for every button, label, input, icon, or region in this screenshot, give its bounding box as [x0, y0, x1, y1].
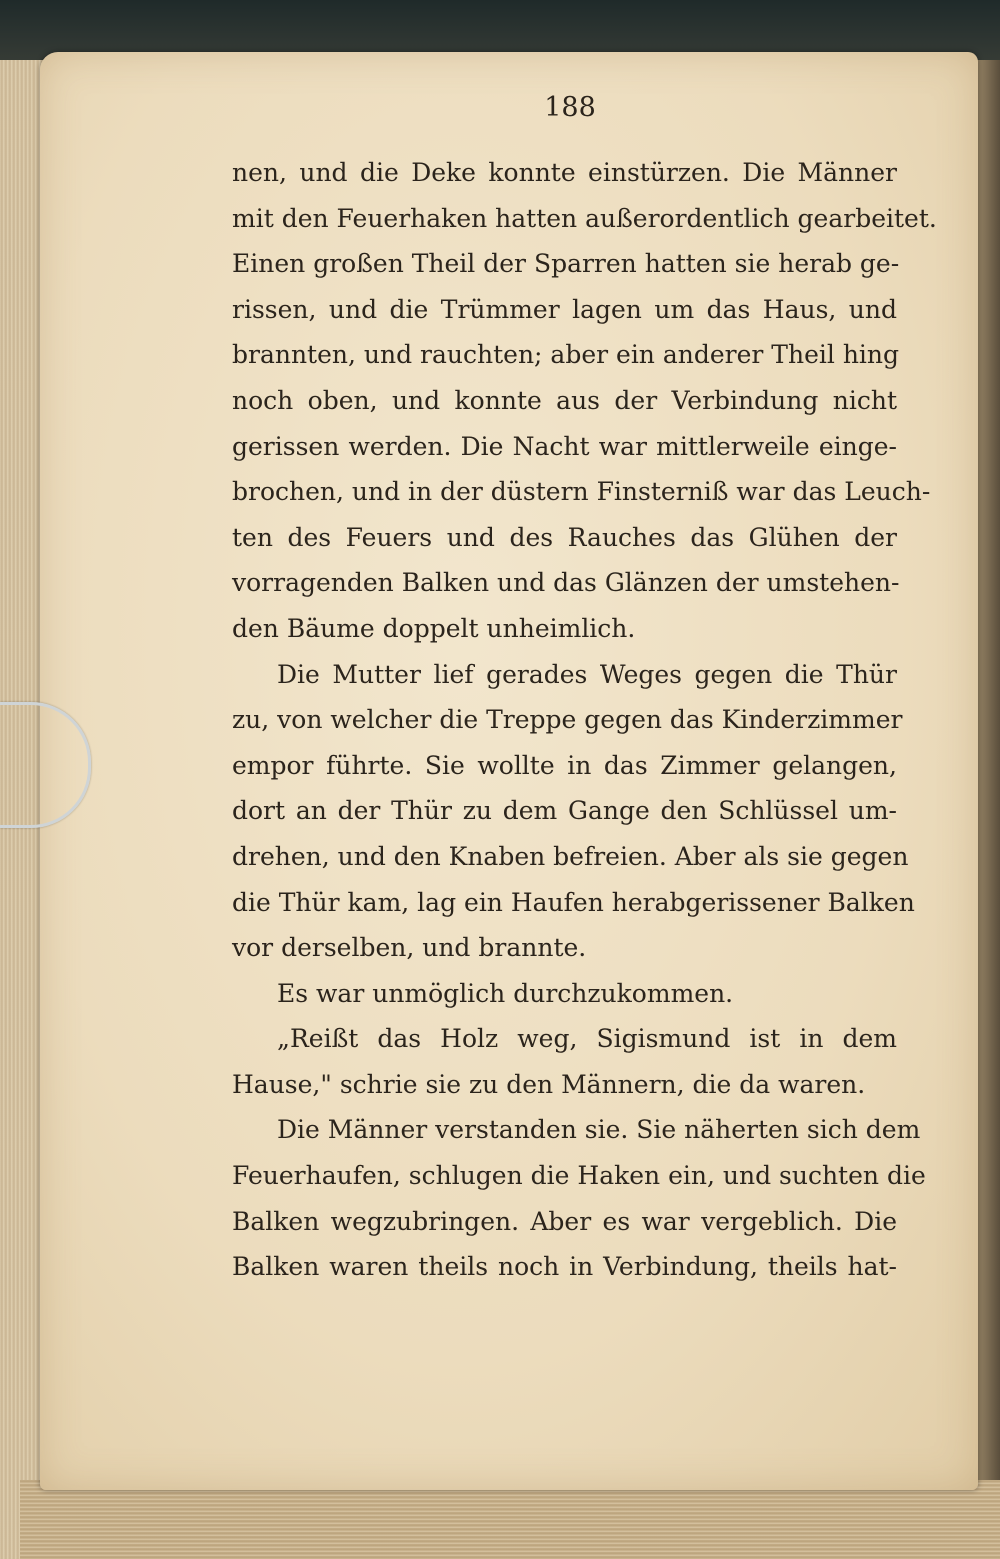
text-line: vor derselben, und brannte.: [232, 933, 587, 963]
text-line: drehen, und den Knaben befreien. Aber als sie gegen: [232, 841, 909, 871]
page-number: 188: [544, 92, 596, 123]
text-line: „Reißt das Holz weg, Sigismund ist in dem: [277, 1024, 897, 1054]
text-line: empor führte. Sie wollte in das Zimmer gelangen,: [232, 750, 897, 780]
text-line: Balken wegzubringen. Aber es war vergeblich. Die: [232, 1206, 897, 1236]
text-line: brochen, und in der düstern Finsterniß war das Leuch-: [232, 477, 931, 507]
text-line: Feuerhaufen, schlugen die Haken ein, und suchten die: [232, 1161, 926, 1191]
text-line: ten des Feuers und des Rauches das Glühen der: [232, 522, 897, 552]
text-line: Die Männer verstanden sie. Sie näherten sich dem: [277, 1115, 921, 1145]
text-line: zu, von welcher die Treppe gegen das Kinderzimmer: [232, 705, 903, 735]
text-line: brannten, und rauchten; aber ein anderer Theil hing: [232, 340, 900, 370]
text-line: dort an der Thür zu dem Gange den Schlüssel um-: [232, 796, 897, 826]
text-line: Hause," schrie sie zu den Männern, die da waren.: [232, 1069, 866, 1099]
text-line: Die Mutter lief gerades Weges gegen die Thür: [277, 659, 897, 689]
text-line: vorragenden Balken und das Glänzen der umstehen-: [232, 568, 900, 598]
page-text: [232, 150, 937, 1290]
text-line: nen, und die Deke konnte einstürzen. Die Männer: [232, 158, 897, 187]
text-line: Balken waren theils noch in Verbindung, theils hat-: [232, 1252, 897, 1282]
book-page-edges-bottom: [20, 1480, 1000, 1559]
text-line: mit den Feuerhaken hatten außerordentlich gearbeitet.: [232, 203, 937, 233]
text-line: die Thür kam, lag ein Haufen herabgerissener Balken: [232, 887, 915, 917]
text-line: gerissen werden. Die Nacht war mittlerweile einge-: [232, 431, 897, 461]
text-line: rissen, und die Trümmer lagen um das Haus, und: [232, 294, 897, 324]
text-line: den Bäume doppelt unheimlich.: [232, 613, 636, 643]
text-line: Einen großen Theil der Sparren hatten sie herab ge-: [232, 249, 900, 279]
text-line: noch oben, und konnte aus der Verbindung nicht: [232, 385, 897, 415]
book-cover-edge-right: [975, 60, 1000, 1559]
text-line: Es war unmöglich durchzukommen.: [277, 978, 734, 1008]
